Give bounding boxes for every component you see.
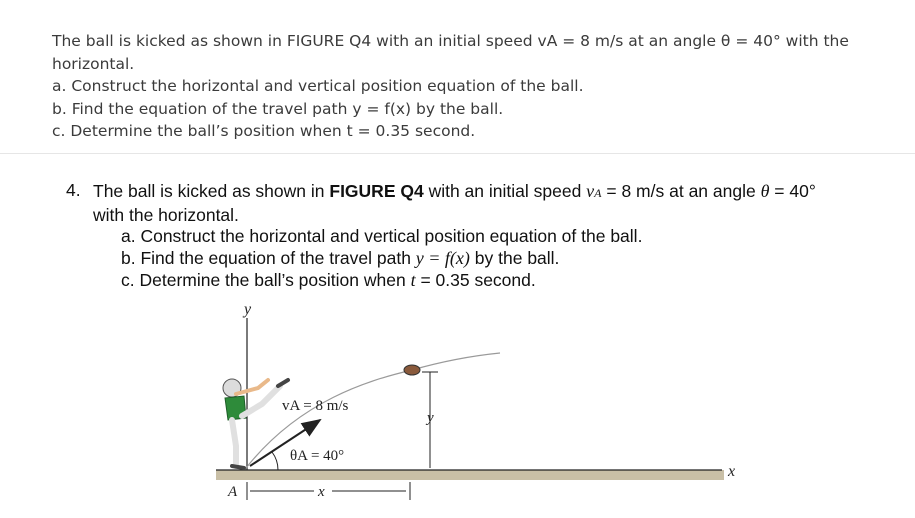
velocity-subscript: A <box>594 186 602 200</box>
q4-intro-text-3: = 8 m/s at an angle <box>601 181 761 201</box>
q4-intro-text: The ball is kicked as shown in <box>93 181 330 201</box>
question-part-c: c. Determine the ball’s position when t = 0.35 second. <box>52 122 476 140</box>
q4-part-b-text-2: by the ball. <box>469 248 560 268</box>
question-line-1: The ball is kicked as shown in FIGURE Q4 with an initial speed vA = 8 m/s at an angle θ = 40° with the <box>52 32 849 50</box>
q4-part-b-math: y = f(x) <box>415 248 470 268</box>
distance-label: x <box>318 484 325 500</box>
question-number: 4. <box>66 180 81 200</box>
ball <box>404 365 420 375</box>
x-axis-label: x <box>728 463 736 480</box>
origin-label: A <box>228 484 238 500</box>
q4-intro-line-2: with the horizontal. <box>93 205 239 225</box>
q4-part-b-text: b. Find the equation of the travel path <box>121 248 416 268</box>
question-part-a: a. Construct the horizontal and vertical position equation of the ball. <box>52 77 584 95</box>
q4-part-a: a. Construct the horizontal and vertical position equation of the ball. <box>121 226 643 246</box>
velocity-label: vA = 8 m/s <box>282 398 349 414</box>
angle-label: θA = 40° <box>290 448 345 464</box>
q4-part-c-text-2: = 0.35 second. <box>415 270 536 290</box>
ground <box>216 470 724 480</box>
q4-intro-text-4: = 40° <box>769 181 816 201</box>
figure-reference: FIGURE Q4 <box>329 181 424 201</box>
angle-arc <box>272 452 278 470</box>
kicker-figure <box>223 379 288 468</box>
question-part-b: b. Find the equation of the travel path y = f(x) by the ball. <box>52 99 504 118</box>
q4-part-c-math: t <box>410 270 416 290</box>
y-axis-label: y <box>244 301 252 318</box>
question-line-2: horizontal. <box>52 54 135 73</box>
theta-symbol: θ <box>760 181 770 201</box>
q4-intro-text-2: with an initial speed <box>423 181 587 201</box>
q4-part-c-text: c. Determine the ball’s position when <box>121 270 411 290</box>
velocity-symbol: v <box>586 181 595 201</box>
height-label: y <box>427 410 434 426</box>
